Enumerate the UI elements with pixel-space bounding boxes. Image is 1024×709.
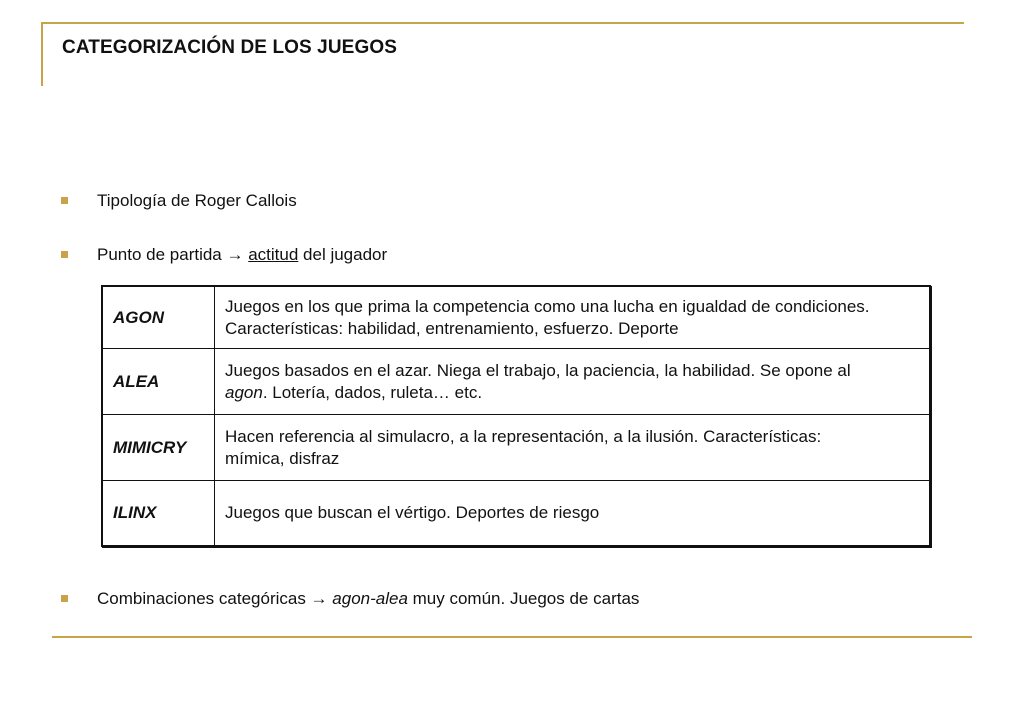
description-line: mímica, disfraz [225, 448, 340, 468]
slide-title: CATEGORIZACIÓN DE LOS JUEGOS [62, 37, 397, 58]
bullet-text-underlined: actitud [248, 245, 299, 264]
description-line: Juegos basados en el azar. Niega el trabajo, la paciencia, la habilidad. Se opone al [225, 360, 851, 380]
category-description [225, 481, 923, 545]
bullet-text-italic: agon-alea [332, 589, 408, 608]
category-name: ILINX [103, 481, 215, 545]
description-line: Características: habilidad, entrenamiento, esfuerzo. Deporte [225, 318, 679, 338]
bullet-text: Tipología de Roger Callois [97, 191, 297, 210]
table-row [103, 349, 929, 415]
bottom-rule [52, 636, 972, 638]
bullet-square-icon [61, 595, 68, 602]
category-name: AGON [103, 287, 215, 348]
description-line [225, 382, 851, 404]
bullet-text [97, 589, 639, 609]
top-rule [41, 22, 964, 24]
table-row [103, 415, 929, 481]
category-description [225, 415, 923, 480]
category-name: MIMICRY [103, 415, 215, 480]
bullet-text-prefix: Punto de partida → [97, 245, 249, 264]
bullet-square-icon [61, 197, 68, 204]
description-line: Juegos en los que prima la competencia como una lucha en igualdad de condiciones. [225, 296, 870, 316]
bullet-text-suffix: del jugador [298, 245, 388, 264]
bullet-text-suffix: muy común. Juegos de cartas [407, 589, 640, 608]
table-row [103, 481, 929, 545]
categories-table [101, 285, 931, 547]
bullet-text-prefix: Combinaciones categóricas → [97, 589, 333, 608]
description-italic: agon [225, 382, 263, 402]
category-description [225, 287, 923, 348]
bullet-text [97, 245, 387, 265]
table-row [103, 287, 929, 349]
description-rest: . Lotería, dados, ruleta… etc. [262, 382, 483, 402]
bullet-square-icon [61, 251, 68, 258]
description-line: Hacen referencia al simulacro, a la representación, a la ilusión. Características: [225, 426, 822, 446]
category-description [225, 349, 923, 414]
description-line: Juegos que buscan el vértigo. Deportes de riesgo [225, 503, 600, 522]
left-rule [41, 22, 43, 86]
category-name: ALEA [103, 349, 215, 414]
